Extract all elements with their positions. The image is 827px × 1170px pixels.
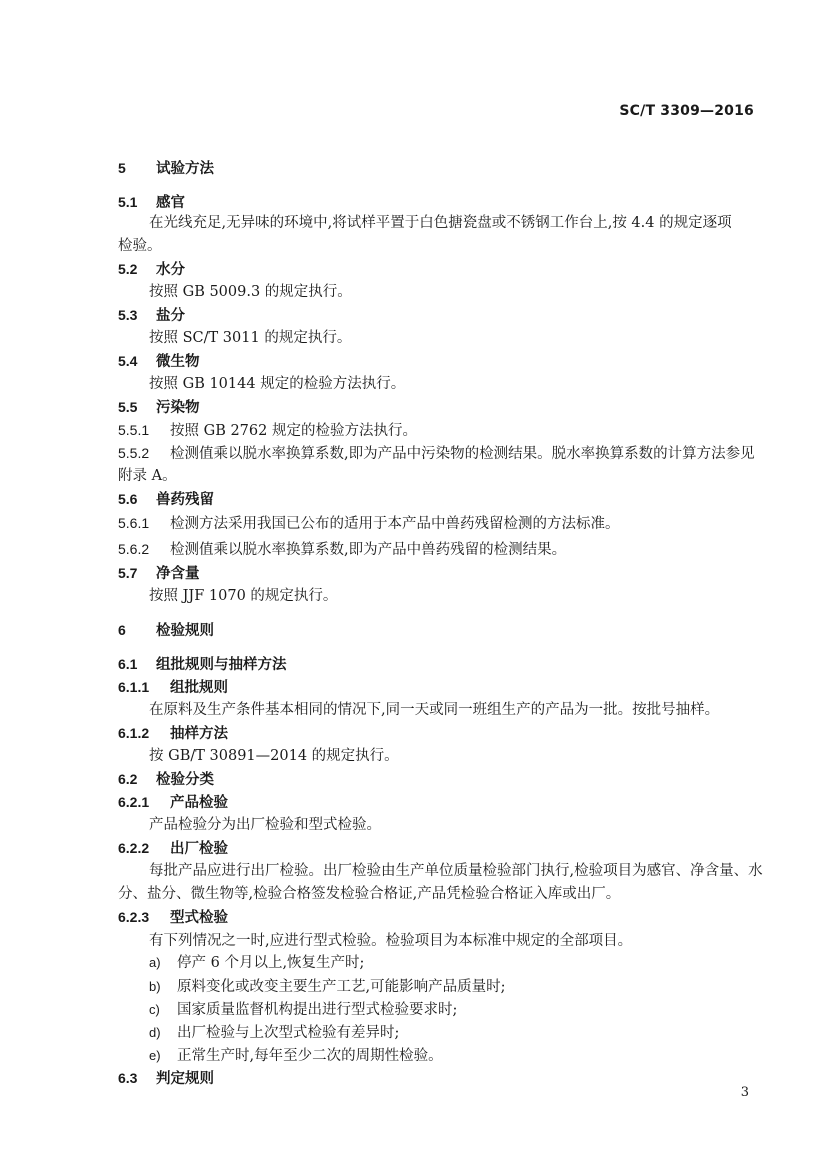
section-heading: 6.2.2 出厂检验 — [118, 840, 228, 857]
page-number: 3 — [740, 1085, 749, 1100]
paragraph: 附录 A。 — [118, 468, 177, 484]
section-heading: 5.2 水分 — [118, 261, 185, 278]
paragraph: 产品检验分为出厂检验和型式检验。 — [149, 817, 381, 833]
clause: 5.6.2 检测值乘以脱水率换算系数,即为产品中兽药残留的检测结果。 — [118, 541, 567, 558]
section-heading: 6.1 组批规则与抽样方法 — [118, 656, 287, 673]
standard-number: SC/T 3309—2016 — [619, 103, 754, 119]
section-heading: 6 检验规则 — [118, 622, 214, 639]
paragraph: 按照 GB 10144 规定的检验方法执行。 — [149, 376, 406, 392]
section-heading: 5.6 兽药残留 — [118, 491, 214, 508]
list-item: e) 正常生产时,每年至少二次的周期性检验。 — [149, 1048, 443, 1064]
paragraph: 按照 SC/T 3011 的规定执行。 — [149, 330, 352, 346]
section-heading: 6.1.2 抽样方法 — [118, 725, 228, 742]
paragraph: 检验。 — [118, 238, 162, 254]
section-heading: 5.3 盐分 — [118, 307, 185, 324]
section-heading: 6.1.1 组批规则 — [118, 679, 228, 696]
paragraph: 按照 JJF 1070 的规定执行。 — [149, 588, 338, 604]
clause: 5.5.1 按照 GB 2762 规定的检验方法执行。 — [118, 422, 417, 439]
list-item: b) 原料变化或改变主要生产工艺,可能影响产品质量时; — [149, 979, 506, 995]
list-item: c) 国家质量监督机构提出进行型式检验要求时; — [149, 1002, 458, 1018]
list-item: a) 停产 6 个月以上,恢复生产时; — [149, 955, 365, 971]
section-heading: 5.4 微生物 — [118, 353, 200, 370]
paragraph: 按 GB/T 30891—2014 的规定执行。 — [149, 748, 399, 764]
section-heading: 5.5 污染物 — [118, 399, 200, 416]
paragraph: 每批产品应进行出厂检验。出厂检验由生产单位质量检验部门执行,检验项目为感官、净含量、水 — [149, 863, 763, 879]
section-heading: 5 试验方法 — [118, 160, 214, 177]
section-heading: 5.7 净含量 — [118, 565, 200, 582]
clause: 5.6.1 检测方法采用我国已公布的适用于本产品中兽药残留检测的方法标准。 — [118, 515, 620, 532]
section-heading: 5.1 感官 — [118, 194, 185, 211]
paragraph: 在光线充足,无异味的环境中,将试样平置于白色搪瓷盘或不锈钢工作台上,按 4.4 的规定逐项 — [149, 215, 732, 231]
section-heading: 6.3 判定规则 — [118, 1070, 214, 1087]
clause: 5.5.2 检测值乘以脱水率换算系数,即为产品中污染物的检测结果。脱水率换算系数的计算方法参见 — [118, 445, 755, 462]
list-item: d) 出厂检验与上次型式检验有差异时; — [149, 1025, 400, 1041]
paragraph: 在原料及生产条件基本相同的情况下,同一天或同一班组生产的产品为一批。按批号抽样。 — [149, 702, 720, 718]
paragraph: 分、盐分、微生物等,检验合格签发检验合格证,产品凭检验合格证入库或出厂。 — [118, 886, 621, 902]
paragraph: 有下列情况之一时,应进行型式检验。检验项目为本标准中规定的全部项目。 — [149, 933, 633, 949]
section-heading: 6.2 检验分类 — [118, 771, 214, 788]
section-heading: 6.2.1 产品检验 — [118, 794, 228, 811]
section-heading: 6.2.3 型式检验 — [118, 909, 228, 926]
paragraph: 按照 GB 5009.3 的规定执行。 — [149, 284, 352, 300]
